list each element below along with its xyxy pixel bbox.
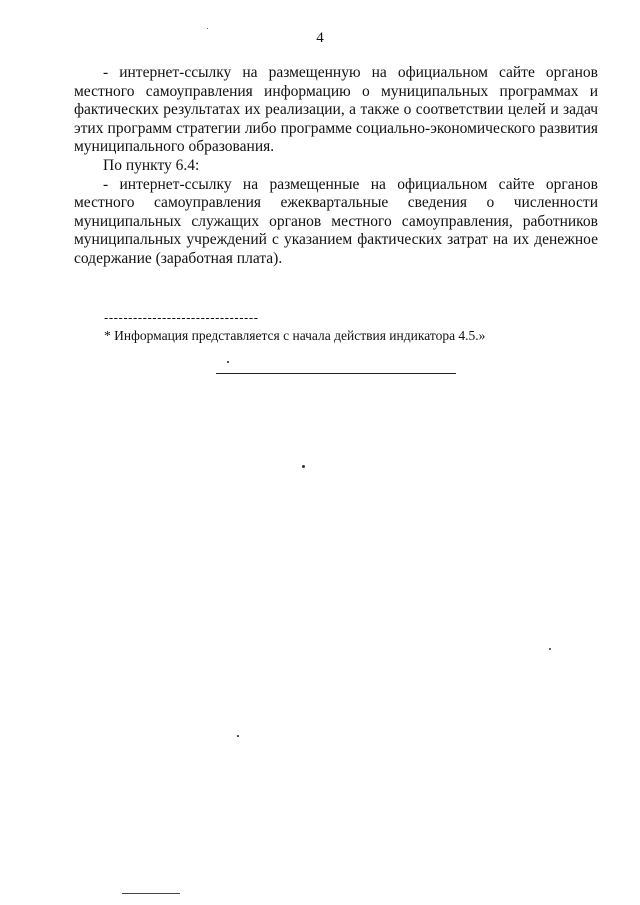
- scan-speck: [227, 361, 229, 363]
- paragraph-municipal-programs: - интернет-ссылку на размещенную на официальном сайте органов местного самоуправления информацию о муниципальных программах и фактических результатах их реализации, а также о соответствии целей и задач этих программ стратегии либо программе социально-экономического развития муниципального образования.: [74, 64, 598, 156]
- footnote-separator: --------------------------------: [104, 310, 259, 325]
- bottom-margin-rule: [122, 893, 180, 894]
- end-of-document-rule: [216, 373, 456, 374]
- paragraph-employee-info: - интернет-ссылку на размещенные на официальном сайте органов местного самоуправления ежеквартальные сведения о численности муниципальных служащих органов местного самоуправления, работников муниципальных учреждений с указанием фактических затрат на их денежное содержание (заработная плата).: [74, 175, 598, 267]
- scan-speck: [207, 28, 208, 29]
- scan-speck: [549, 648, 551, 650]
- paragraph-section-heading: По пункту 6.4:: [103, 156, 200, 174]
- body-text: [74, 64, 598, 269]
- footnote-text: * Информация представляется с начала действия индикатора 4.5.»: [104, 328, 486, 343]
- scan-speck: [237, 735, 239, 737]
- scan-speck: [302, 465, 305, 468]
- page-number: 4: [316, 30, 324, 46]
